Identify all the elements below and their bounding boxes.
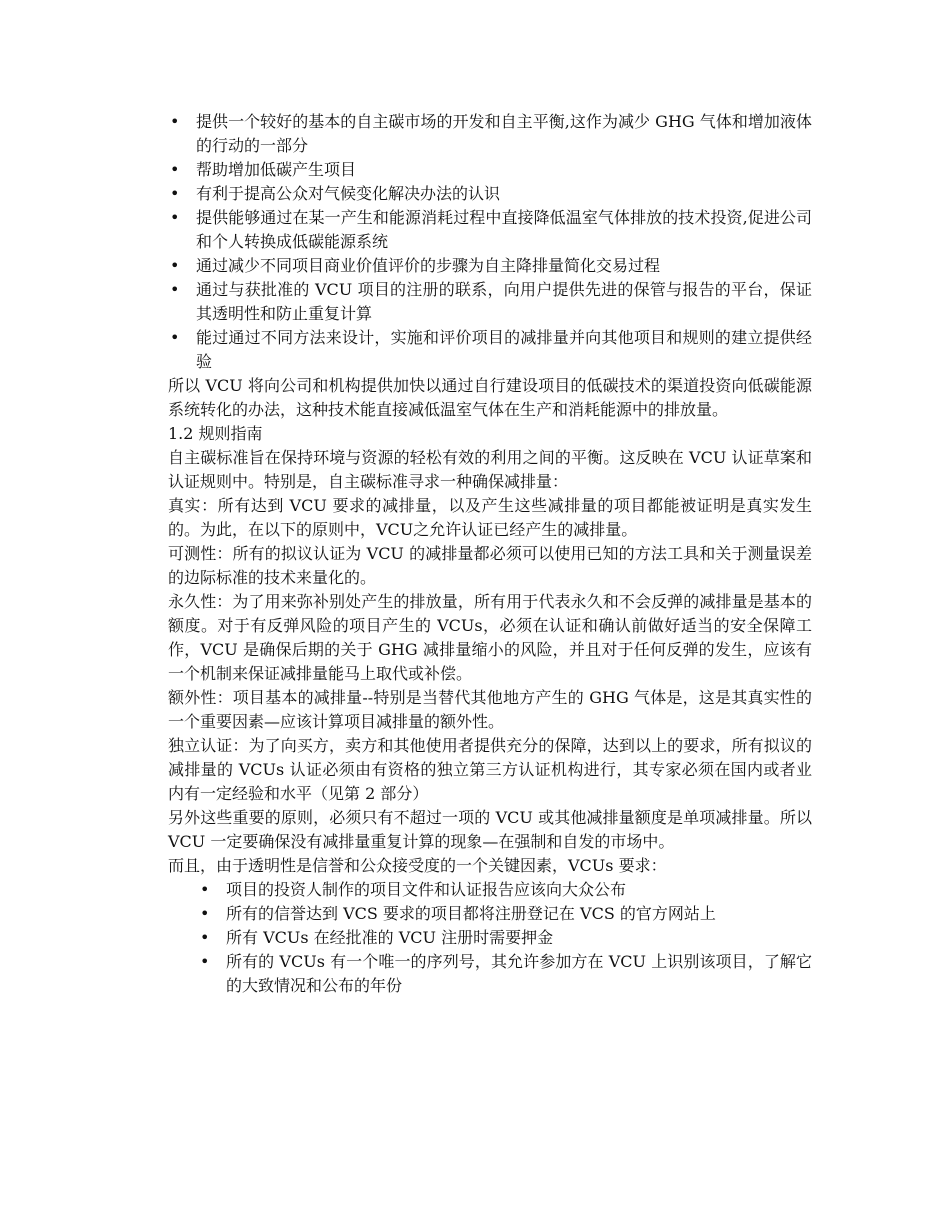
list-item: • 通过与获批准的 VCU 项目的注册的联系，向用户提供先进的保管与报告的平台，保证其透明性和防止重复计算	[168, 278, 812, 326]
list-item: • 有利于提高公众对气候变化解决办法的认识	[168, 182, 812, 206]
list-item: • 能过通过不同方法来设计，实施和评价项目的减排量并向其他项目和规则的建立提供经验	[168, 326, 812, 374]
transparency-paragraph: 而且，由于透明性是信誉和公众接受度的一个关键因素，VCUs 要求：	[168, 856, 667, 875]
list-item: • 提供能够通过在某一产生和能源消耗过程中直接降低温室气体排放的技术投资,促进公司和个人转换成低碳能源系统	[168, 206, 812, 254]
section-heading: 1.2 规则指南	[168, 424, 263, 443]
principle-independent-verification-paragraph: 独立认证：为了向买方，卖方和其他使用者提供充分的保障，达到以上的要求，所有拟议的减排量的 VCUs 认证必须由有资格的独立第三方认证机构进行，其专家必须在国内或者业内有一定经验和水平（见第 2 部分）	[168, 736, 812, 803]
principle-measurable-paragraph: 可测性：所有的拟议认证为 VCU 的减排量都必须可以使用已知的方法工具和关于测量误差的边际标准的技术来量化的。	[168, 544, 812, 587]
list-item: • 通过减少不同项目商业价值评价的步骤为自主降排量简化交易过程	[168, 254, 812, 278]
list-item: • 所有的信誉达到 VCS 要求的项目都将注册登记在 VCS 的官方网站上	[198, 902, 812, 926]
intro-paragraph: 自主碳标准旨在保持环境与资源的轻松有效的利用之间的平衡。这反映在 VCU 认证草案和认证规则中。特别是，自主碳标准寻求一种确保减排量：	[168, 448, 812, 491]
benefits-list	[168, 110, 812, 374]
principle-additional-paragraph: 额外性：项目基本的减排量--特别是当替代其他地方产生的 GHG 气体是，这是其真实性的一个重要因素—应该计算项目减排量的额外性。	[168, 688, 812, 731]
transparency-requirements-list	[198, 878, 812, 998]
summary-paragraph: 所以 VCU 将向公司和机构提供加快以通过自行建设项目的低碳技术的渠道投资向低碳能源系统转化的办法，这种技术能直接减低温室气体在生产和消耗能源中的排放量。	[168, 376, 812, 419]
principle-permanent-paragraph: 永久性：为了用来弥补别处产生的排放量，所有用于代表永久和不会反弹的减排量是基本的额度。对于有反弹风险的项目产生的 VCUs，必须在认证和确认前做好适当的安全保障工作，VCU 是确保后期的关于 GHG 减排量缩小的风险，并且对于任何反弹的发生，应该有一个机制来保证减排量能马上取代或补偿。	[168, 592, 812, 683]
list-item: • 所有 VCUs 在经批准的 VCU 注册时需要押金	[198, 926, 812, 950]
list-item: • 提供一个较好的基本的自主碳市场的开发和自主平衡,这作为减少 GHG 气体和增加液体的行动的一部分	[168, 110, 812, 158]
no-double-counting-paragraph: 另外这些重要的原则，必须只有不超过一项的 VCU 或其他减排量额度是单项减排量。所以 VCU 一定要确保没有减排量重复计算的现象—在强制和自发的市场中。	[168, 808, 812, 851]
list-item: • 所有的 VCUs 有一个唯一的序列号，其允许参加方在 VCU 上识别该项目，了解它的大致情况和公布的年份	[198, 950, 812, 998]
principle-real-paragraph: 真实：所有达到 VCU 要求的减排量，以及产生这些减排量的项目都能被证明是真实发生的。为此，在以下的原则中，VCU之允许认证已经产生的减排量。	[168, 496, 812, 539]
list-item: • 项目的投资人制作的项目文件和认证报告应该向大众公布	[198, 878, 812, 902]
list-item: • 帮助增加低碳产生项目	[168, 158, 812, 182]
